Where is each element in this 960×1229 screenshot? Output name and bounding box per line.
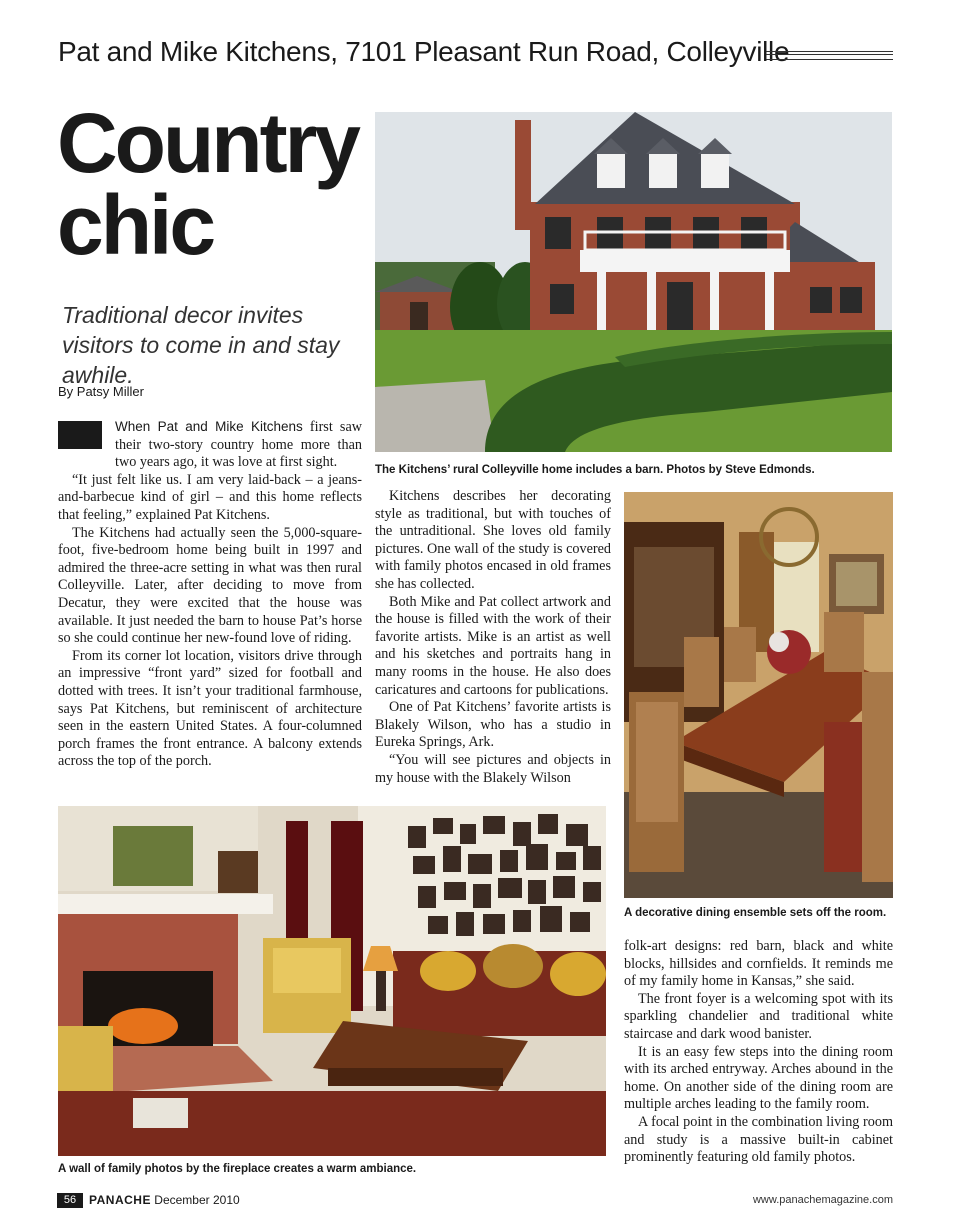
paragraph: Kitchens describes her decorating style as traditional, but with touches of the untraditional. She loves old family pictures. One wall of the study is covered with family photos encased in old frames she has collected. <box>375 488 611 592</box>
house-photo-caption: The Kitchens’ rural Colleyville home includes a barn. Photos by Steve Edmonds. <box>375 464 815 476</box>
house-exterior-photo <box>375 112 892 452</box>
paragraph: Both Mike and Pat collect artwork and the house is filled with the work of their favorite artists. Mike is an artist as well and his sketches and portraits hang in many rooms in the house. He also does caricatures and cartoons for publications. <box>375 593 611 698</box>
paragraph: The Kitchens had actually seen the 5,000-square-foot, five-bedroom home being built in 1997 and admired the three-acre setting in what was then rural Colleyville. Later, after deciding to move from Decatur, they were excited that the house was available. It just needed the barn to house Pat’s horse so she could continue her new-found love of riding. <box>58 524 362 647</box>
paragraph <box>58 418 362 472</box>
paragraph: “It just felt like us. I am very laid-back – a jeans-and-barbecue kind of girl – and this home reflects that feeling,” explained Pat Kitchens. <box>58 471 362 523</box>
headline <box>57 96 358 272</box>
footer-magazine-issue <box>89 1193 240 1208</box>
header-decorative-rule <box>766 51 893 60</box>
living-room-photo <box>58 806 606 1156</box>
article-column-3 <box>624 938 893 1167</box>
byline: By Patsy Miller <box>58 384 144 399</box>
paragraph: “You will see pictures and objects in my house with the Blakely Wilson <box>375 751 611 786</box>
paragraph: It is an easy few steps into the dining room with its arched entryway. Arches abound in the home. On another side of the dining room are multiple arches leading to the family room. <box>624 1043 893 1113</box>
page-header-title: Pat and Mike Kitchens, 7101 Pleasant Run Road, Colleyville <box>58 36 790 67</box>
paragraph: One of Pat Kitchens’ favorite artists is Blakely Wilson, who has a studio in Eureka Springs, Ark. <box>375 699 611 751</box>
subheadline: Traditional decor invites visitors to come in and stay awhile. <box>62 302 340 388</box>
living-photo-caption: A wall of family photos by the fireplace creates a warm ambiance. <box>58 1163 417 1175</box>
headline-line-2: chic <box>57 178 214 272</box>
article-column-1 <box>58 418 362 771</box>
paragraph: folk-art designs: red barn, black and white blocks, hillsides and cornfields. It reminds me of my family home in Kansas,” she said. <box>624 938 893 990</box>
paragraph-text: first saw their two-story country home more than two years ago, it was love at first sight. <box>115 419 362 471</box>
dining-room-photo <box>624 492 893 898</box>
lead-in-text: When Pat and Mike Kitchens <box>115 419 303 434</box>
issue-date: December 2010 <box>154 1193 240 1207</box>
magazine-name: PANACHE <box>89 1193 151 1207</box>
page-number: 56 <box>57 1193 83 1208</box>
paragraph: The front foyer is a welcoming spot with its sparkling chandelier and traditional white staircase and dark wood banister. <box>624 990 893 1042</box>
headline-line-1: Country <box>57 96 358 190</box>
paragraph: A focal point in the combination living room and study is a massive built-in cabinet prominently featuring old family photos. <box>624 1113 893 1166</box>
paragraph: From its corner lot location, visitors drive through an impressive “front yard” sized for football and dotted with trees. It isn’t your traditional farmhouse, says Pat Kitchens, but reminiscent of architecture seen in the eastern United States. A four-columned porch frames the front entrance. A balcony extends across the top of the porch. <box>58 647 362 770</box>
footer-url: www.panachemagazine.com <box>752 1194 893 1206</box>
article-column-2 <box>375 488 611 787</box>
dining-photo-caption: A decorative dining ensemble sets off the room. <box>624 907 887 919</box>
